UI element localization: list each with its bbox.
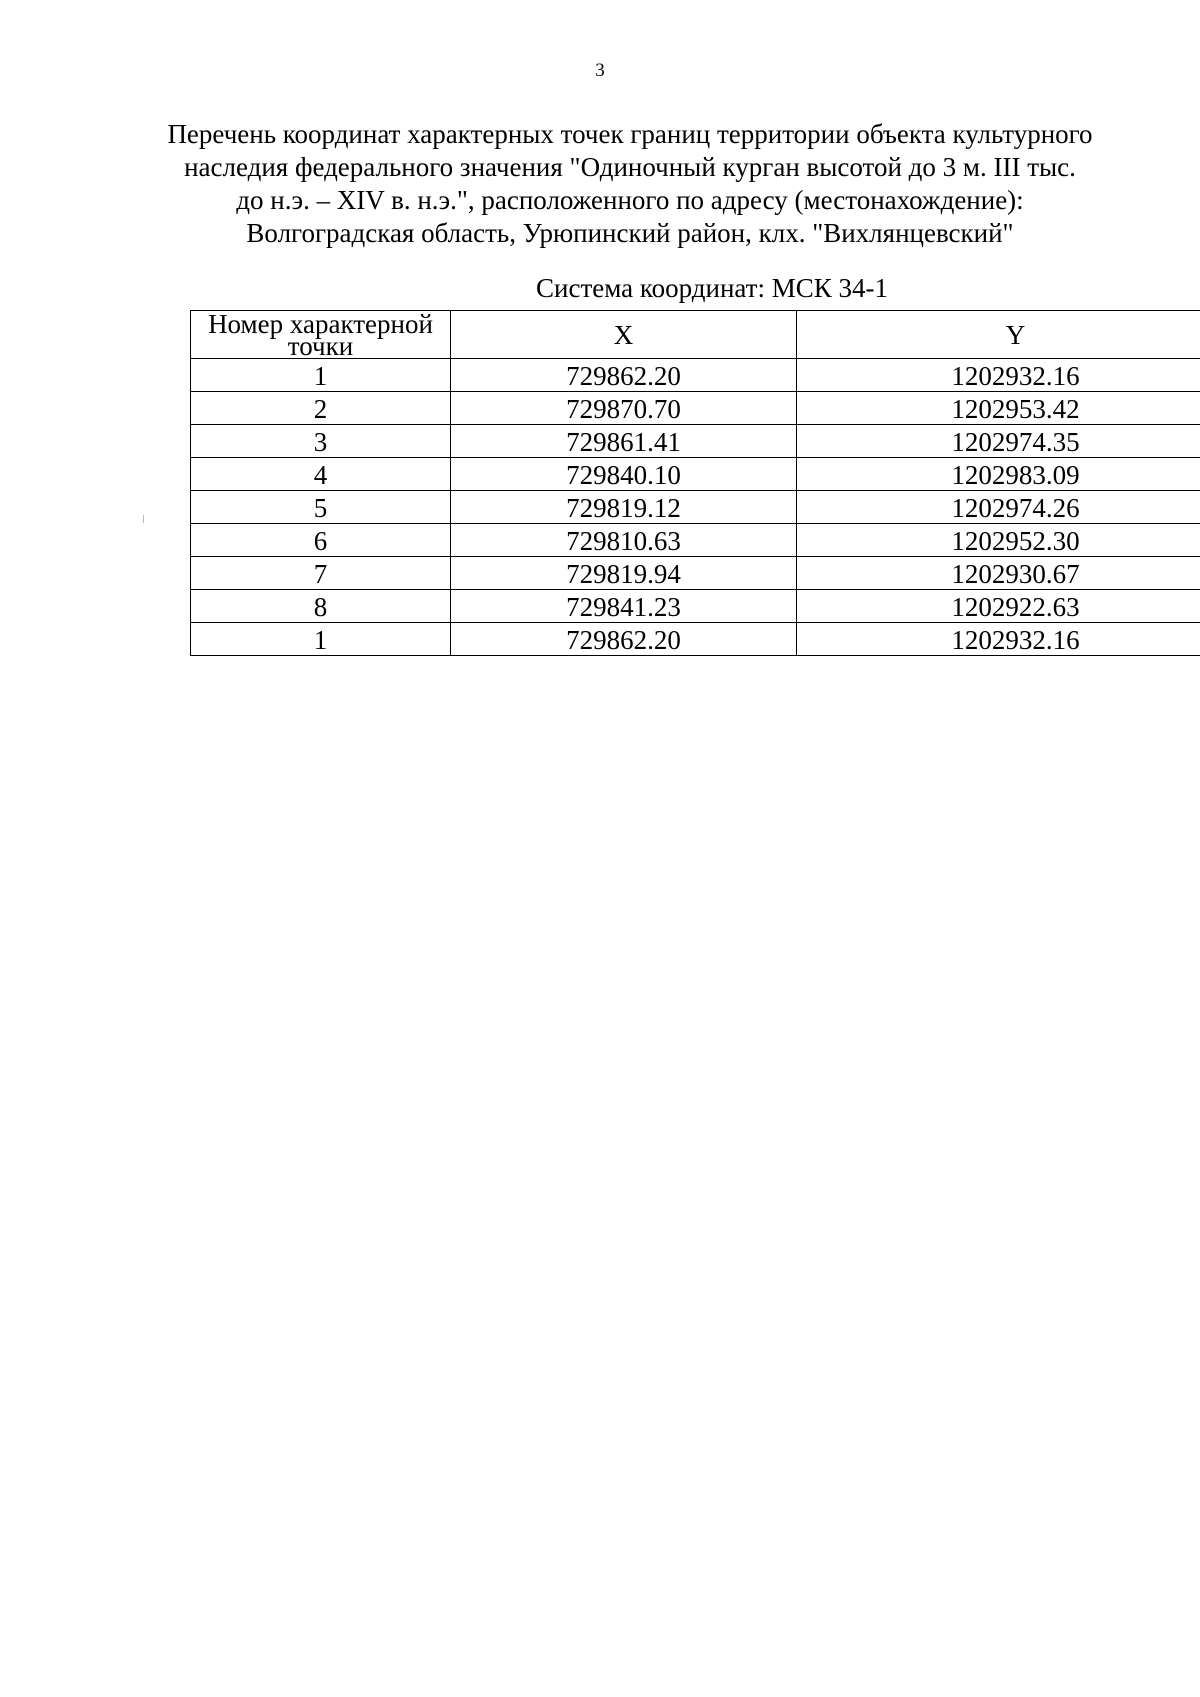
- table-header-row: [191, 311, 1200, 359]
- x-cell: 729819.94: [451, 557, 797, 590]
- margin-mark: [143, 515, 144, 523]
- x-cell: 729819.12: [451, 491, 797, 524]
- y-cell: 1202974.26: [797, 491, 1200, 524]
- point-number-cell: 1: [191, 359, 451, 392]
- title-line: Волгоградская область, Урюпинский район, клх. "Вихлянцевский": [246, 218, 1014, 248]
- document-title: [130, 118, 1130, 250]
- header-y: Y: [797, 311, 1200, 359]
- y-cell: 1202932.16: [797, 623, 1200, 656]
- coordinate-system-caption: Система координат: МСК 34-1: [536, 273, 888, 303]
- y-cell: 1202922.63: [797, 590, 1200, 623]
- table-row: [191, 623, 1200, 656]
- x-cell: 729841.23: [451, 590, 797, 623]
- point-number-cell: 4: [191, 458, 451, 491]
- table-row: [191, 458, 1200, 491]
- point-number-cell: 2: [191, 392, 451, 425]
- table-row: [191, 425, 1200, 458]
- x-cell: 729870.70: [451, 392, 797, 425]
- x-cell: 729862.20: [451, 623, 797, 656]
- table-row: [191, 392, 1200, 425]
- header-point-number: Номер характерной точки: [191, 311, 451, 359]
- x-cell: 729862.20: [451, 359, 797, 392]
- x-cell: 729861.41: [451, 425, 797, 458]
- x-cell: 729810.63: [451, 524, 797, 557]
- point-number-cell: 3: [191, 425, 451, 458]
- title-line: Перечень координат характерных точек границ территории объекта культурного: [167, 119, 1093, 149]
- point-number-cell: 6: [191, 524, 451, 557]
- point-number-cell: 8: [191, 590, 451, 623]
- table-row: [191, 590, 1200, 623]
- y-cell: 1202953.42: [797, 392, 1200, 425]
- x-cell: 729840.10: [451, 458, 797, 491]
- point-number-cell: 5: [191, 491, 451, 524]
- coordinates-table: [190, 310, 1200, 656]
- page-number: 3: [595, 60, 605, 81]
- title-line: наследия федерального значения "Одиночный курган высотой до 3 м. III тыс.: [184, 152, 1076, 182]
- header-x: X: [451, 311, 797, 359]
- y-cell: 1202983.09: [797, 458, 1200, 491]
- y-cell: 1202932.16: [797, 359, 1200, 392]
- table-row: [191, 359, 1200, 392]
- point-number-cell: 1: [191, 623, 451, 656]
- point-number-cell: 7: [191, 557, 451, 590]
- title-line: до н.э. – XIV в. н.э.", расположенного по адресу (местонахождение):: [236, 185, 1024, 215]
- table-row: [191, 524, 1200, 557]
- table-row: [191, 491, 1200, 524]
- y-cell: 1202952.30: [797, 524, 1200, 557]
- table-row: [191, 557, 1200, 590]
- y-cell: 1202974.35: [797, 425, 1200, 458]
- y-cell: 1202930.67: [797, 557, 1200, 590]
